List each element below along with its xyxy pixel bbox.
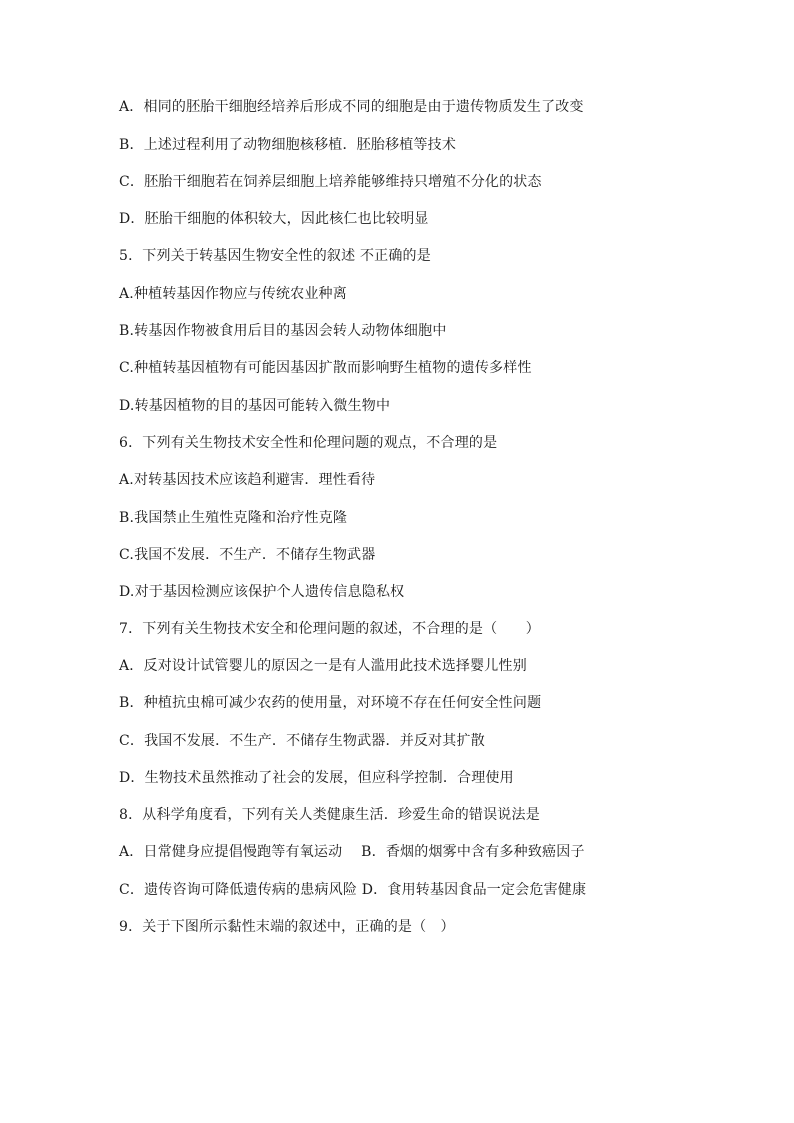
option-4c: C．胚胎干细胞若在饲养层细胞上培养能够维持只增殖不分化的状态 [119, 174, 542, 190]
option-4d: D．胚胎干细胞的体积较大，因此核仁也比较明显 [119, 211, 429, 227]
option-7c: C．我国不发展．不生产．不储存生物武器．并反对其扩散 [119, 733, 485, 749]
option-5d: D.转基因植物的目的基因可能转入微生物中 [119, 398, 391, 414]
option-4b: B．上述过程利用了动物细胞核移植．胚胎移植等技术 [119, 137, 457, 153]
options-8ab: A．日常健身应提倡慢跑等有氧运动 B．香烟的烟雾中含有多种致癌因子 [119, 844, 585, 860]
option-5c: C.种植转基因植物有可能因基因扩散而影响野生植物的遗传多样性 [119, 360, 532, 376]
option-7a: A．反对设计试管婴儿的原因之一是有人滥用此技术选择婴儿性别 [119, 658, 527, 674]
question-9-stem: 9．关于下图所示黏性末端的叙述中，正确的是（ ） [119, 919, 455, 935]
option-5b: B.转基因作物被食用后目的基因会转人动物体细胞中 [119, 323, 447, 339]
option-6b: B.我国禁止生殖性克隆和治疗性克隆 [119, 510, 348, 526]
question-6-stem: 6．下列有关生物技术安全性和伦理问题的观点，不合理的是 [119, 435, 498, 451]
option-5a: A.种植转基因作物应与传统农业种离 [119, 286, 347, 302]
question-7-stem: 7．下列有关生物技术安全和伦理问题的叙述，不合理的是（ ） [119, 621, 540, 637]
option-6d: D.对于基因检测应该保护个人遗传信息隐私权 [119, 584, 405, 600]
option-4a: A．相同的胚胎干细胞经培养后形成不同的细胞是由于遗传物质发生了改变 [119, 99, 584, 115]
question-8-stem: 8．从科学角度看，下列有关人类健康生活．珍爱生命的错误说法是 [119, 807, 540, 823]
question-5-stem: 5．下列关于转基因生物安全性的叙述 不正确的是 [119, 248, 431, 264]
option-6c: C.我国不发展．不生产．不储存生物武器 [119, 547, 376, 563]
option-7b: B．种植抗虫棉可减少农药的使用量，对环境不存在任何安全性问题 [119, 695, 542, 711]
options-8cd: C．遗传咨询可降低遗传病的患病风险 D．食用转基因食品一定会危害健康 [119, 882, 587, 898]
option-6a: A.对转基因技术应该趋利避害．理性看待 [119, 472, 376, 488]
option-7d: D．生物技术虽然推动了社会的发展，但应科学控制．合理使用 [119, 770, 514, 786]
